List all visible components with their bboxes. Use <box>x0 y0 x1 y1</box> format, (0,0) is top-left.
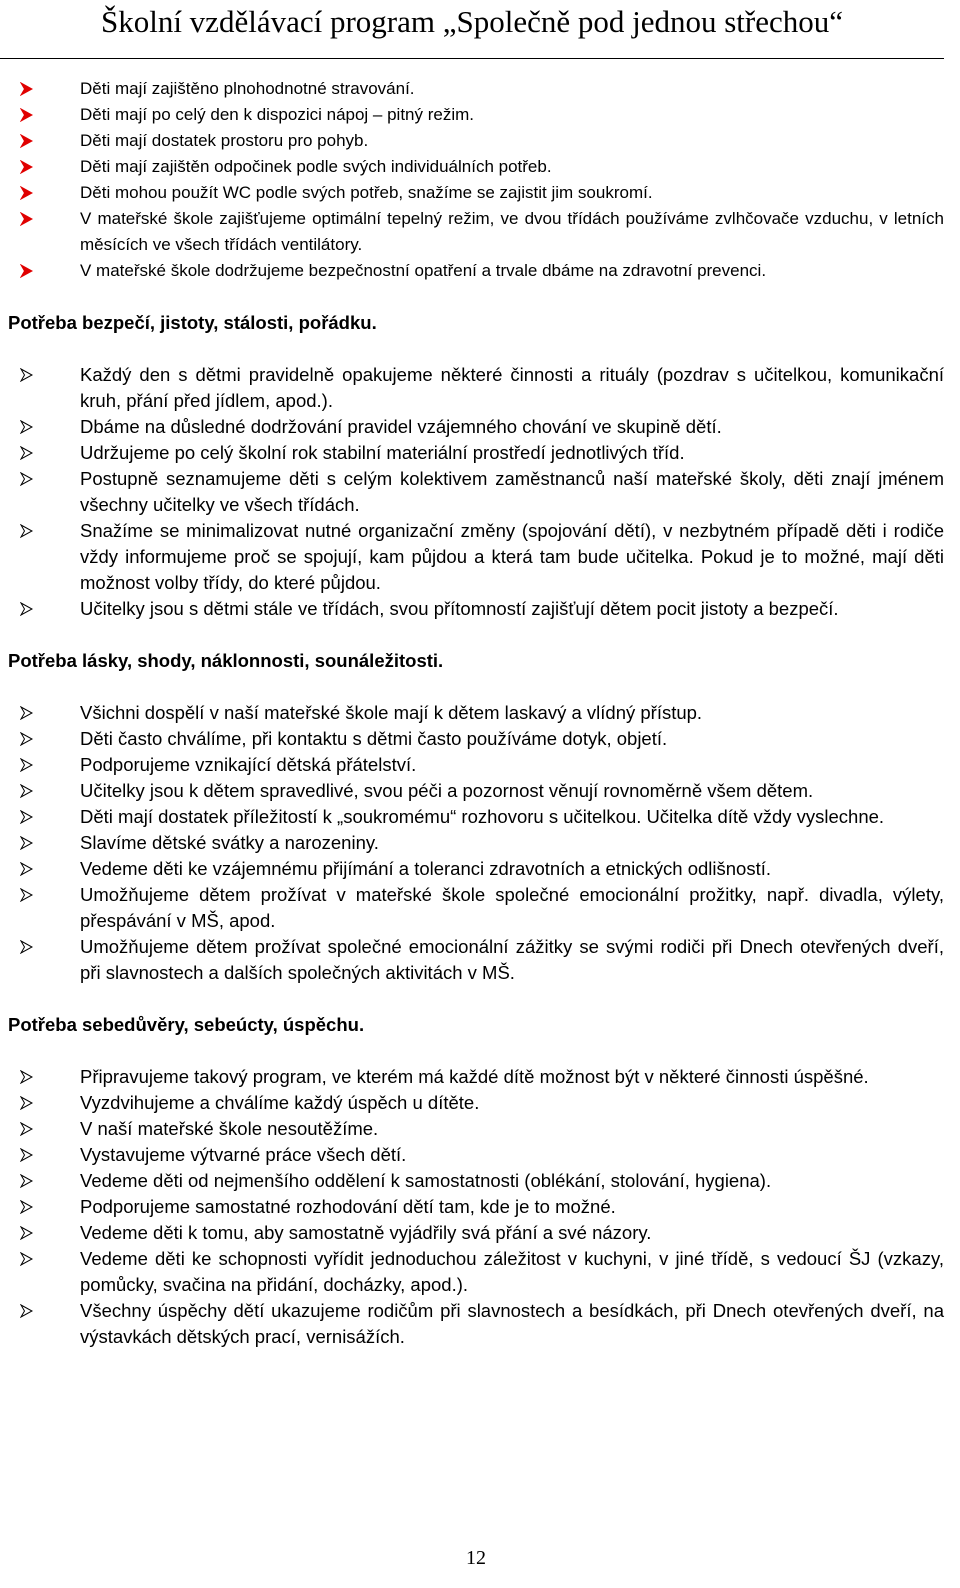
arrowhead-bullet-icon <box>20 1174 33 1188</box>
safety-list <box>8 362 944 622</box>
arrowhead-bullet-icon <box>20 1252 33 1266</box>
arrowhead-bullet-icon <box>20 1200 33 1214</box>
list-item-text: Slavíme dětské svátky a narozeniny. <box>80 832 379 853</box>
list-item <box>8 466 944 518</box>
list-item <box>8 830 944 856</box>
list-item <box>8 518 944 596</box>
arrowhead-bullet-icon <box>20 1148 33 1162</box>
page-number: 12 <box>466 1547 486 1569</box>
list-item <box>8 440 944 466</box>
arrowhead-bullet-icon <box>20 940 33 954</box>
section-heading-safety: Potřeba bezpečí, jistoty, stálosti, pořádku. <box>8 312 377 333</box>
list-item-text: V mateřské škole zajišťujeme optimální tepelný režim, ve dvou třídách používáme zvlhčovače vzduchu, v letních měsících ve všech třídách ventilátory. <box>80 209 944 254</box>
list-item <box>8 804 944 830</box>
arrowhead-bullet-icon <box>20 836 33 850</box>
arrowhead-bullet-icon <box>20 420 33 434</box>
list-item-text: Umožňujeme dětem prožívat společné emocionální zážitky se svými rodiči při Dnech otevřených dveří, při slavnostech a dalších společných aktivitách v MŠ. <box>80 936 944 983</box>
list-item-text: Vystavujeme výtvarné práce všech dětí. <box>80 1144 407 1165</box>
list-item <box>8 1246 944 1298</box>
list-item-text: Připravujeme takový program, ve kterém má každé dítě možnost být v některé činnosti úspěšné. <box>80 1066 869 1087</box>
arrowhead-bullet-icon <box>20 602 33 616</box>
list-item <box>8 414 944 440</box>
list-item <box>8 752 944 778</box>
intro-list <box>8 76 944 284</box>
list-item <box>8 726 944 752</box>
arrowhead-bullet-icon <box>20 1070 33 1084</box>
list-item-text: Děti často chválíme, při kontaktu s dětmi často používáme dotyk, objetí. <box>80 728 668 749</box>
list-item <box>8 258 944 284</box>
list-item-text: Udržujeme po celý školní rok stabilní materiální prostředí jednotlivých tříd. <box>80 442 685 463</box>
list-item <box>8 1090 944 1116</box>
page-header <box>0 0 944 59</box>
list-item-text: V naší mateřské škole nesoutěžíme. <box>80 1118 379 1139</box>
list-item-text: Umožňujeme dětem prožívat v mateřské škole společné emocionální prožitky, např. divadla, výlety, přespávání v MŠ, apod. <box>80 884 944 931</box>
list-item <box>8 778 944 804</box>
arrowhead-bullet-icon <box>20 888 33 902</box>
list-item-text: Všechny úspěchy dětí ukazujeme rodičům při slavnostech a besídkách, při Dnech otevřených dveří, na výstavkách dětských prací, vernisážích. <box>80 1300 944 1347</box>
list-item-text: Vyzdvihujeme a chválíme každý úspěch u dítěte. <box>80 1092 480 1113</box>
list-item-text: Vedeme děti ke schopnosti vyřídit jednoduchou záležitost v kuchyni, v jiné třídě, s vedoucí ŠJ (vzkazy, pomůcky, svačina na přidání, docházky, apod.). <box>80 1248 944 1295</box>
list-item-text: Vedeme děti od nejmenšího oddělení k samostatnosti (oblékání, stolování, hygiena). <box>80 1170 772 1191</box>
list-item <box>8 1298 944 1350</box>
arrowhead-bullet-icon <box>20 160 33 174</box>
arrowhead-bullet-icon <box>20 810 33 824</box>
arrowhead-bullet-icon <box>20 1122 33 1136</box>
arrowhead-bullet-icon <box>20 862 33 876</box>
list-item <box>8 882 944 934</box>
section-heading-self-esteem: Potřeba sebedůvěry, sebeúcty, úspěchu. <box>8 1014 365 1035</box>
list-item <box>8 154 944 180</box>
document-title: Školní vzdělávací program „Společně pod jednou střechou“ <box>100 4 844 39</box>
list-item-text: Všichni dospělí v naší mateřské škole mají k dětem laskavý a vlídný přístup. <box>80 702 703 723</box>
arrowhead-bullet-icon <box>20 706 33 720</box>
list-item-text: Děti mají po celý den k dispozici nápoj – pitný režim. <box>80 105 475 124</box>
list-item-text: Učitelky jsou k dětem spravedlivé, svou péči a pozornost věnují rovnoměrně všem dětem. <box>80 780 814 801</box>
list-item <box>8 102 944 128</box>
list-item-text: Učitelky jsou s dětmi stále ve třídách, svou přítomností zajišťují dětem pocit jistoty a bezpečí. <box>80 598 839 619</box>
list-item <box>8 1064 944 1090</box>
section-heading-love: Potřeba lásky, shody, náklonnosti, sounáležitosti. <box>8 650 444 671</box>
arrowhead-bullet-icon <box>20 212 33 226</box>
self-esteem-list <box>8 1064 944 1350</box>
list-item <box>8 1142 944 1168</box>
arrowhead-bullet-icon <box>20 1096 33 1110</box>
list-item-text: Děti mají dostatek příležitostí k „soukromému“ rozhovoru s učitelkou. Učitelka dítě vždy vyslechne. <box>80 806 885 827</box>
list-item-text: Postupně seznamujeme děti s celým kolektivem zaměstnanců naší mateřské školy, děti znají jménem všechny učitelky ve všech třídách. <box>80 468 944 515</box>
list-item <box>8 76 944 102</box>
list-item <box>8 1194 944 1220</box>
arrowhead-bullet-icon <box>20 1304 33 1318</box>
arrowhead-bullet-icon <box>20 82 33 96</box>
list-item-text: Vedeme děti ke vzájemnému přijímání a toleranci zdravotních a etnických odlišností. <box>80 858 772 879</box>
document-body <box>8 76 944 1350</box>
list-item-text: V mateřské škole dodržujeme bezpečnostní opatření a trvale dbáme na zdravotní prevenci. <box>80 261 767 280</box>
list-item <box>8 128 944 154</box>
list-item-text: Děti mají dostatek prostoru pro pohyb. <box>80 131 369 150</box>
list-item-text: Podporujeme vznikající dětská přátelství. <box>80 754 417 775</box>
list-item-text: Děti mají zajištěn odpočinek podle svých individuálních potřeb. <box>80 157 552 176</box>
list-item-text: Dbáme na důsledné dodržování pravidel vzájemného chování ve skupině dětí. <box>80 416 722 437</box>
list-item <box>8 934 944 986</box>
list-item <box>8 596 944 622</box>
list-item-text: Každý den s dětmi pravidelně opakujeme některé činnosti a rituály (pozdrav s učitelkou, komunikační kruh, přání před jídlem, apod.). <box>80 364 944 411</box>
arrowhead-bullet-icon <box>20 108 33 122</box>
arrowhead-bullet-icon <box>20 368 33 382</box>
arrowhead-bullet-icon <box>20 186 33 200</box>
arrowhead-bullet-icon <box>20 472 33 486</box>
list-item-text: Děti mohou použít WC podle svých potřeb, snažíme se zajistit jim soukromí. <box>80 183 653 202</box>
list-item-text: Děti mají zajištěno plnohodnotné stravování. <box>80 79 415 98</box>
arrowhead-bullet-icon <box>20 524 33 538</box>
list-item <box>8 1220 944 1246</box>
arrowhead-bullet-icon <box>20 264 33 278</box>
arrowhead-bullet-icon <box>20 732 33 746</box>
list-item <box>8 180 944 206</box>
love-list <box>8 700 944 986</box>
arrowhead-bullet-icon <box>20 784 33 798</box>
arrowhead-bullet-icon <box>20 134 33 148</box>
list-item-text: Vedeme děti k tomu, aby samostatně vyjádřily svá přání a své názory. <box>80 1222 652 1243</box>
list-item <box>8 856 944 882</box>
arrowhead-bullet-icon <box>20 1226 33 1240</box>
list-item <box>8 700 944 726</box>
list-item-text: Podporujeme samostatné rozhodování dětí tam, kde je to možné. <box>80 1196 616 1217</box>
arrowhead-bullet-icon <box>20 758 33 772</box>
list-item-text: Snažíme se minimalizovat nutné organizační změny (spojování dětí), v nezbytném případě děti i rodiče vždy informujeme proč se spojují, kam půjdou a která tam bude učitelka. Pokud je to možné, mají děti možnost volby třídy, do které půjdou. <box>80 520 944 593</box>
list-item <box>8 362 944 414</box>
list-item <box>8 1168 944 1194</box>
list-item <box>8 206 944 258</box>
list-item <box>8 1116 944 1142</box>
arrowhead-bullet-icon <box>20 446 33 460</box>
